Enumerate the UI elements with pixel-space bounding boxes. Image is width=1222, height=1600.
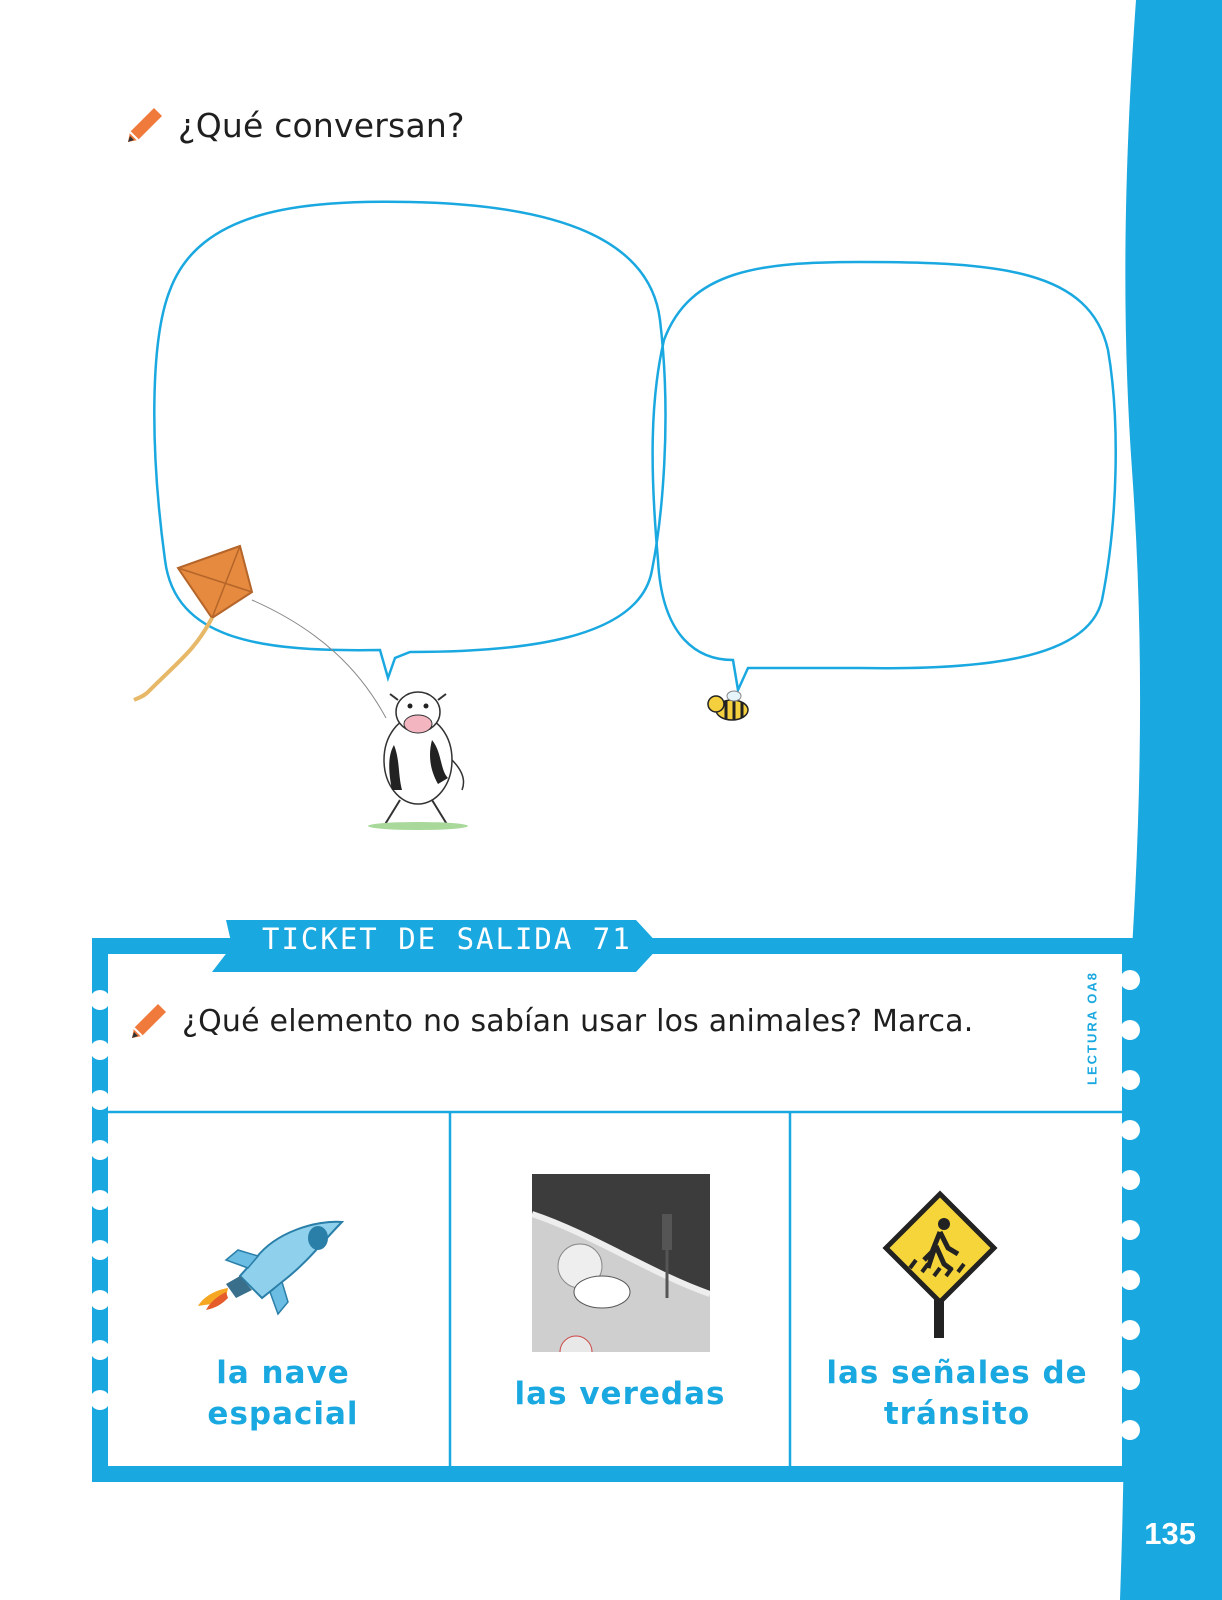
option-label: las veredas — [514, 1375, 726, 1412]
ticket-question — [128, 1000, 974, 1042]
pedestrian-crossing-sign-icon[interactable] — [882, 1190, 998, 1340]
option-label: las señales de tránsito — [826, 1355, 1088, 1432]
option-spaceship[interactable] — [118, 1344, 448, 1444]
speech-bubble-right[interactable] — [653, 262, 1116, 690]
rocket-icon[interactable] — [196, 1180, 352, 1330]
curriculum-label: LECTURA OA8 — [1084, 971, 1100, 1085]
page-number: 135 — [1144, 1516, 1196, 1551]
question-text: ¿Qué elemento no sabían usar los animales? Marca. — [182, 1003, 974, 1039]
option-label: la nave espacial — [207, 1355, 359, 1432]
option-sidewalks[interactable] — [452, 1344, 788, 1444]
ticket-title: TICKET DE SALIDA 71 — [262, 922, 632, 956]
question-text: ¿Qué conversan? — [178, 105, 465, 145]
kite-icon — [134, 546, 386, 718]
option-traffic-signs[interactable] — [792, 1344, 1122, 1444]
pencil-icon — [128, 1000, 170, 1042]
street-scene-image[interactable] — [532, 1174, 710, 1352]
bee-icon — [708, 691, 748, 720]
